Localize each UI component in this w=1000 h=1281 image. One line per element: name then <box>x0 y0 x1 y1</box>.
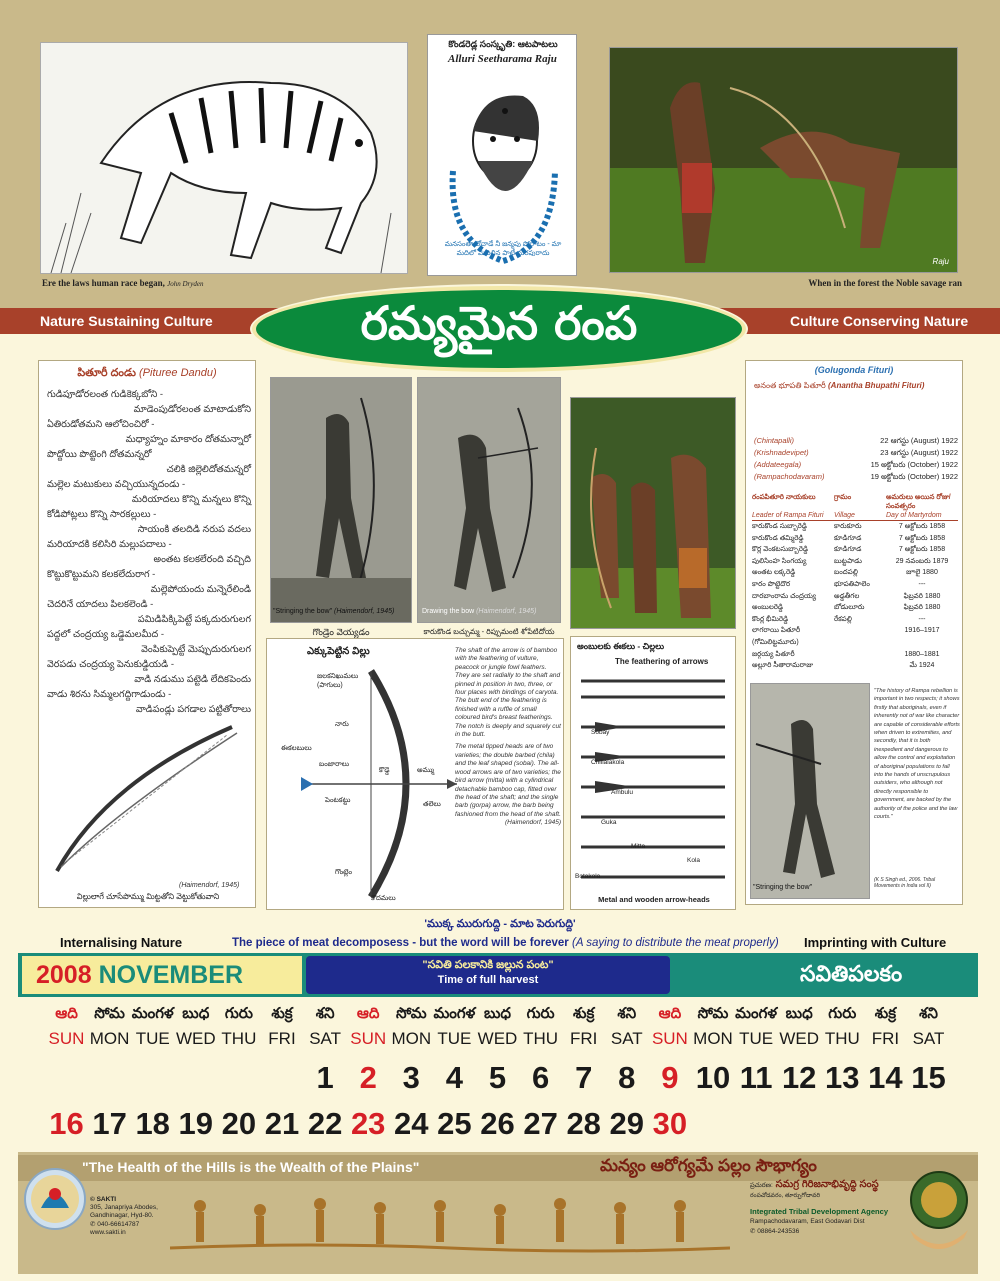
poem-line: మల్లెపోయందు మన్నెరేలిండి <box>150 584 251 595</box>
festival-telugu: "సవితి పలకానికి జల్లున పంట" <box>422 959 554 971</box>
tiger-drawing <box>41 43 408 274</box>
weekday-telugu: శని <box>919 1005 938 1022</box>
calendar-day[interactable]: 18 <box>135 1106 170 1141</box>
table-cell: కూడిగూడ <box>834 534 862 542</box>
stringing-photo <box>270 377 412 623</box>
calendar-day[interactable]: 27 <box>523 1106 558 1141</box>
group-figures <box>571 398 736 629</box>
poem-line: మరియాదలు కొన్ని మన్నలు కొన్ని <box>131 494 251 505</box>
footer-slogan-te: మన్యం ఆరోగ్యమే పల్లం సౌభాగ్యం <box>600 1156 817 1175</box>
poem-line: పమిడిపిక్కిపెట్టే పక్కదురుగులగ <box>137 614 251 625</box>
drawing-photo <box>417 377 561 623</box>
weekday-english: WED <box>477 1029 518 1048</box>
table-cell <box>834 637 886 649</box>
arrow-name: Kola <box>687 857 701 864</box>
table-body <box>752 521 958 672</box>
calendar-day[interactable]: 17 <box>92 1106 127 1141</box>
bow-label: ఈకలబులు <box>281 745 312 752</box>
table-cell: జర్గయ్య పితూరీ <box>752 650 795 658</box>
calendar-day[interactable]: 12 <box>781 1060 817 1095</box>
arrowheads-drawing <box>575 667 733 895</box>
portrait-header: కొండరెడ్ల సంస్కృతి: ఆటపాటలు <box>448 39 558 49</box>
weekday-english: SAT <box>610 1029 643 1048</box>
tiger-sketch <box>40 42 408 274</box>
weekday-english: SUN <box>48 1029 85 1048</box>
poem-line: అంతట కలకలేరంది వచ్చిది <box>153 554 251 565</box>
left-panel-bottom-caption: విల్లులాగే చూసేపొమ్ము మిట్టతోని వెట్టుకోతువాని <box>76 892 220 901</box>
hunt-caption: When in the forest the Noble savage ran <box>808 278 962 288</box>
poem-line: గుడిపూడోరలంత గుడికెక్కబోని - <box>47 389 164 400</box>
bow-label: అమ్ము <box>417 767 435 774</box>
weekday-telugu: మంగళ <box>735 1005 778 1022</box>
festival-english: Time of full harvest <box>437 974 539 986</box>
calendar-month-box <box>22 956 302 994</box>
weekday-telugu: ఆది <box>356 1005 380 1022</box>
weekday-telugu: శుక్ర <box>573 1005 595 1022</box>
banner-left-label: Nature Sustaining Culture <box>40 313 213 329</box>
itda-logo <box>904 1168 974 1256</box>
left-panel-credit: (Haimendorf, 1945) <box>179 882 240 889</box>
arrow-name: Chillalakola <box>591 759 625 766</box>
poem-line: చెదరినే యాదలు పిలకలెండి - <box>47 599 154 610</box>
table-cell: 1916–1917 <box>904 627 940 635</box>
table-cell: --- <box>918 580 926 588</box>
table-cell: (గోమిలిట్టమూరు) <box>752 638 799 646</box>
table-cell: కొంర్ల భీమిరెడ్డి <box>752 615 789 623</box>
weekday-telugu: సోమ <box>395 1005 427 1022</box>
calendar-day[interactable]: 30 <box>652 1106 688 1141</box>
table-cell <box>834 649 886 661</box>
bow-label: పెంటకట్టు <box>325 797 351 804</box>
table-row <box>752 567 958 579</box>
bow-label: తలెలు <box>423 801 441 808</box>
calendar-day[interactable]: 14 <box>868 1060 903 1095</box>
calendar-day[interactable]: 3 <box>402 1060 420 1095</box>
table-cell: అల్లూరి సీతారామరాజు <box>752 662 813 670</box>
banner-title: రమ్యమైన రంప <box>360 296 638 350</box>
table-cell <box>886 637 958 649</box>
weekday-telugu: ఆది <box>658 1005 682 1022</box>
table-cell: కొర్ల వెంకటసుబ్బారెడ్డి <box>752 546 809 554</box>
footer-slogan-en: "The Health of the Hills is the Wealth of the Plains" <box>82 1159 420 1175</box>
calendar-day[interactable]: 15 <box>911 1060 946 1095</box>
bow-text-para-1: The shaft of the arrow is of bamboo with the feathering of vulture, peacock or jungle fowl feathers. They are set radially to the shaft and pinned in position in two, three, or four places with bindings of caryota. The butt end of the feathering is finished with a ruffle of small coloured bird's breast featherings. The notch is deeply and squarely cut in the butt. <box>455 647 561 739</box>
bow-drawing <box>271 661 457 905</box>
weekday-english: THU <box>824 1029 860 1048</box>
poem-line: మల్లెల మటుకులు వచ్చియున్నదండు - <box>47 479 186 490</box>
table-cell: కారుకూరు <box>834 523 862 530</box>
calendar-year: 2008 <box>36 960 92 989</box>
calendar-day[interactable]: 16 <box>49 1106 84 1141</box>
right-photo-caption: "Stringing the bow" <box>753 884 813 891</box>
table-cell: జూలై 1880 <box>906 569 938 577</box>
banner-title-oval <box>252 286 746 372</box>
right-panel-photo <box>750 683 870 899</box>
drawing-caption: Drawing the bow (Haimendorf, 1945) <box>422 608 537 615</box>
day-grid <box>0 1060 1000 1150</box>
table-row <box>752 591 958 603</box>
date-row: (Chintapalli) 22 ఆగస్టు (August) 1922 <box>754 436 958 445</box>
calendar-day[interactable]: 7 <box>575 1060 593 1095</box>
calendar-day[interactable]: 10 <box>695 1060 731 1095</box>
hunt-scene <box>610 48 958 273</box>
poem-line: మాడెంపుడోరలంత మాటాడుకోని <box>133 404 251 415</box>
table-cell: బందపల్లి <box>834 569 858 577</box>
calendar-day[interactable]: 26 <box>480 1106 515 1141</box>
table-cell: రేకపల్లి <box>834 615 852 623</box>
weekday-telugu: శుక్ర <box>271 1005 293 1022</box>
calendar-day[interactable]: 24 <box>394 1106 429 1141</box>
weekday-english: TUE <box>135 1029 170 1048</box>
itda-logo-icon <box>904 1168 974 1256</box>
itda-telugu: ప్రచురణ: సమగ్ర గిరిజనాభివృద్ధి సంస్థ <box>750 1179 879 1190</box>
poem-line: కోడిపోట్లలు కొన్ని సారకల్లులు - <box>47 509 157 520</box>
table-cell <box>834 660 886 672</box>
weekday-english: FRI <box>569 1029 598 1048</box>
poem-line: వాడి నడుము పట్టెడి లేదికపెందు <box>134 674 251 685</box>
calendar-day[interactable]: 2 <box>359 1060 377 1095</box>
table-cell: మే 1924 <box>909 662 935 670</box>
tribal-dance-frieze <box>170 1186 730 1264</box>
table-row <box>752 625 958 637</box>
drawing-figure <box>418 378 561 623</box>
calendar-day[interactable]: 25 <box>437 1106 472 1141</box>
bow-diagram <box>266 638 564 910</box>
stringing-figure <box>271 378 412 623</box>
itda-name: Integrated Tribal Development Agency <box>750 1207 889 1216</box>
table-cell: కారం పొట్టెదొర <box>752 580 791 588</box>
table-cell: కారుకొండ సుబ్బారెడ్డి <box>752 523 807 530</box>
weekday-english: WED <box>779 1029 820 1048</box>
bow-label: బంజారాలు <box>319 761 350 768</box>
sakti-web: www.sakti.in <box>90 1228 126 1236</box>
bow-text <box>455 647 561 828</box>
sakti-name: © SAKTI <box>90 1196 117 1203</box>
right-panel-quote: "The history of Rampa rebellion is important in two respects; it shows firstly that aboriginals, even if inherently not of war like character are capable of considerable efforts when driven to extremities, and secondly, that it is both inexpedient and dangerous to allow the control and exploitation of aboriginal populations to fall into the hands of unscrupulous outsiders, who although not directly responsible to government, are backed by the authority of the police and the law courts." <box>874 688 960 821</box>
itda-place: Rampachodavaram, East Godavari Dist <box>750 1218 865 1225</box>
table-row <box>752 660 958 672</box>
left-panel-title: పితూరీ దండు (Pituree Dandu) <box>77 367 217 379</box>
calendar-day[interactable]: 9 <box>661 1060 679 1095</box>
table-row <box>752 579 958 591</box>
table-cell: బోడులూరు <box>834 604 865 612</box>
table-cell: 7 అక్టోబరు 1858 <box>898 534 946 542</box>
weekday-telugu: సోమ <box>94 1005 125 1022</box>
table-row <box>752 521 958 533</box>
right-photo-figure <box>751 684 870 899</box>
poem-line: పొద్దోయి పొట్టెంగి దోతమన్నరో <box>47 449 152 460</box>
weekday-english: THU <box>523 1029 559 1048</box>
table-row <box>752 556 958 568</box>
table-cell: అంబులరెడ్డి <box>752 604 784 612</box>
weekday-telugu: శుక్ర <box>874 1005 897 1022</box>
internalising-label: Internalising Nature <box>60 935 183 950</box>
tiger-caption: Ere the laws human race began, John Dryden <box>42 278 204 288</box>
group-photo <box>570 397 736 629</box>
poem-line: పద్దలో చంద్రయ్య ఒడ్డెమలమీద - <box>47 629 165 640</box>
table-cell: భూపతిపాలెం <box>834 580 870 588</box>
arrowheads-bottom: Metal and wooden arrow-heads <box>598 895 710 904</box>
right-panel-subheader: అనంత భూపతి పితూరీ (Anantha Bhupathi Fituri) <box>754 381 925 390</box>
portrait-card <box>427 34 577 276</box>
poem-line: వాడు శిరను సిమ్మలగద్దిగాడుండు - <box>47 689 172 700</box>
festival-box <box>306 956 670 994</box>
stringing-caption: "Stringing the bow" (Haimendorf, 1945) <box>273 608 395 615</box>
arrow-name: Guka <box>601 819 617 826</box>
calendar-day[interactable]: 8 <box>618 1060 636 1095</box>
hunt-credit: Raju <box>932 257 949 266</box>
calendar-right-title: సవితిపలకం <box>800 961 903 986</box>
calendar-day[interactable]: 23 <box>350 1106 386 1141</box>
weekday-english: MON <box>693 1029 733 1048</box>
table-cell: పులిసింహ సింగయ్య <box>752 557 807 565</box>
table-cell: ఫిబ్రవరి 1880 <box>903 592 941 600</box>
martyr-table <box>752 493 958 672</box>
portrait-arc-text: మనసంతా దోచాడే నీ జన్మపు పోరాటం - మా మదిలో మెదిలిన పాటే మరపురాదు <box>444 241 562 257</box>
calendar-month: NOVEMBER <box>98 960 244 989</box>
poem-line: చలికి జిల్లెలిదోతమన్నరో <box>166 464 251 475</box>
weekday-telugu: గురు <box>224 1005 253 1022</box>
weekday-english: TUE <box>739 1029 774 1048</box>
bow-title: ఎక్కుపెట్టిన విల్లు <box>307 646 370 657</box>
stringing-telugu: గొండ్రెం వెయ్యడం <box>312 627 370 637</box>
bow-label: కొదమలు <box>371 895 396 902</box>
itda-place-telugu: రంపచోడవరం, తూర్పుగోదావరి <box>750 1193 821 1199</box>
poem-line: మరియాదకి కలిసిరి మల్లుపదాలు - <box>47 539 172 550</box>
weekday-telugu: ఆది <box>55 1005 78 1022</box>
table-cell: --- <box>918 615 926 623</box>
bow-label: గొంట్లెం <box>335 869 353 876</box>
calendar-day[interactable]: 5 <box>488 1060 507 1095</box>
sakti-phone: ✆ 040-66614787 <box>90 1220 140 1228</box>
weekday-english: SUN <box>651 1029 688 1048</box>
calendar-day[interactable]: 29 <box>609 1106 645 1141</box>
weekday-telugu: బుధ <box>785 1005 813 1022</box>
calendar-day[interactable]: 22 <box>307 1106 343 1141</box>
table-cell: 1880–1881 <box>904 650 940 658</box>
weekday-english: SUN <box>350 1029 387 1048</box>
calendar-day[interactable]: 28 <box>566 1106 601 1141</box>
calendar-day[interactable]: 20 <box>221 1106 257 1141</box>
poem-line: వాడిపండ్లు పగడాల పట్టితోరాలు <box>135 704 251 715</box>
itda-block <box>750 1180 900 1237</box>
weekday-english: SAT <box>309 1029 341 1048</box>
poem-line: మధ్యాహ్నం మాకారం దోతమన్నారో <box>125 434 251 445</box>
calendar-day[interactable]: 6 <box>531 1060 550 1095</box>
table-cell <box>834 625 886 637</box>
table-row <box>752 544 958 556</box>
calendar-day[interactable]: 1 <box>316 1060 334 1095</box>
right-panel-header: (Golugonda Fituri) <box>814 365 894 375</box>
weekday-telugu: శని <box>617 1005 637 1022</box>
table-cell: 7 అక్టోబరు 1858 <box>898 523 946 530</box>
arrow-name: Mitta <box>631 843 646 850</box>
arrow-name: Botakola <box>575 873 601 880</box>
bow-label: జలకనిఖుమలు (పాగులు) <box>317 673 359 689</box>
table-row <box>752 637 958 649</box>
sakti-addr1: 305, Janapriya Abodes, <box>90 1204 158 1212</box>
weekday-telugu: గురు <box>828 1005 857 1022</box>
weekday-telugu: మంగళ <box>433 1005 476 1022</box>
poem-line: వెంపికుప్పెట్టే మెప్పుదురుగులగ <box>141 644 251 655</box>
arrowheads-sub: The feathering of arrows <box>615 657 709 666</box>
arrowheads-panel <box>570 636 736 910</box>
weekday-english: FRI <box>871 1029 900 1048</box>
table-cell: దారబాంరామ చంద్రయ్య <box>752 592 817 600</box>
bow-text-para-2: The metal tipped heads are of two varieties; the double barbed (chila) and the leaf shaped (sobai). The all-wood arrows are of two varieties; the bird arrow (mitta) with a cylindrical detachable bamboo cap, fitted over the head of the shaft; and the single barb (gorpa) arrow, the barb being fashioned from the head of the shaft. <box>455 743 561 818</box>
arrowheads-title: అంబులకు ఈకలు - చిల్లలు <box>577 641 665 651</box>
table-cell: 7 అక్టోబరు 1858 <box>898 546 946 554</box>
weekday-telugu: మంగళ <box>131 1005 174 1022</box>
table-cell: లాగరాయి పితూరీ <box>752 627 801 635</box>
saying-telugu: 'ముక్క మురుగుద్ది - మాట పెరుగుద్ది' <box>424 918 576 930</box>
weekday-english: SAT <box>912 1029 945 1048</box>
date-row: (Rampachodavaram) 19 అక్టోబరు (October) 1922 <box>754 472 958 481</box>
arrow-name: Sobay <box>591 729 610 736</box>
weekday-english: MON <box>391 1029 432 1048</box>
table-cell: కారుకొండ తమ్మిరెడ్డి <box>752 534 804 542</box>
saying-english: The piece of meat decomposess - but the word will be forever (A saying to distribute the meat properly) <box>232 937 779 949</box>
table-cell: అంతట లక్కరెడ్డి <box>752 569 796 577</box>
bow-label: కొడ్డె <box>379 767 390 774</box>
weekday-row <box>0 1005 1000 1055</box>
banner-right-label: Culture Conserving Nature <box>790 313 969 329</box>
bow-label: నారు <box>335 721 349 728</box>
right-panel-quote-credit: (K S Singh ed., 2006. Tribal Movements in India vol II) <box>874 877 936 889</box>
sakti-logo-icon <box>26 1170 84 1228</box>
calendar-day[interactable]: 4 <box>445 1060 464 1095</box>
table-header: రంపపితూరి నాయకులు గ్రామం అమరులు అయిన రోజు/సంవత్సరం Leader of Rampa Fituri Village Day of Martyrdom <box>752 493 958 521</box>
table-row <box>752 533 958 545</box>
table-row <box>752 602 958 614</box>
date-row: (Addateegala) 15 అక్టోబరు (October) 1922 <box>754 460 958 469</box>
bow-text-credit: (Haimendorf, 1945) <box>505 819 561 827</box>
table-cell: 29 నవంబరు 1879 <box>895 557 949 565</box>
table-row <box>752 649 958 661</box>
poem-line: కొట్టుకొట్టుమని కలకలేదురాగ - <box>47 569 156 580</box>
weekday-telugu: బుధ <box>483 1005 512 1022</box>
poem-line: ఏతిరుడోతమని ఆలోచించిరో - <box>47 419 155 430</box>
weekday-telugu: సోమ <box>697 1005 729 1022</box>
weekday-english: MON <box>89 1029 130 1048</box>
calendar-day[interactable]: 21 <box>264 1106 300 1141</box>
poem-line: సాయంకి తలదిడి నరుప వదలు <box>137 524 251 535</box>
left-panel <box>38 360 256 908</box>
hunt-photo <box>609 47 958 273</box>
right-panel <box>745 360 963 905</box>
calendar-day[interactable]: 13 <box>825 1060 860 1095</box>
table-cell: అడ్డతీగల <box>834 592 860 600</box>
sakti-addr2: Gandhinagar, Hyd-80. <box>90 1212 154 1220</box>
sakti-contact <box>90 1196 158 1237</box>
table-cell: ఫిబ్రవరి 1880 <box>903 604 941 612</box>
portrait-signature: Alluri Seetharama Raju <box>448 53 557 65</box>
sakti-logo <box>24 1168 86 1230</box>
arrow-name: Ambulu <box>611 789 634 796</box>
weekday-telugu: గురు <box>526 1005 555 1022</box>
imprinting-label: Imprinting with Culture <box>804 935 947 950</box>
drawing-telugu: కారుకొండ బచ్చుమ్మ - రిప్పుమంటి శోపేటిదోయ <box>423 627 555 636</box>
calendar-day[interactable]: 19 <box>178 1106 214 1141</box>
table-cell: కూడిగూడ <box>834 546 862 554</box>
weekday-english: WED <box>175 1029 216 1048</box>
table-row <box>752 614 958 626</box>
weekday-english: THU <box>221 1029 257 1048</box>
weekday-english: TUE <box>437 1029 472 1048</box>
bow-sketch <box>47 721 249 881</box>
date-row: (Krishnadevipet) 23 ఆగస్టు (August) 1922 <box>754 448 958 457</box>
weekday-telugu: బుధ <box>182 1005 210 1022</box>
calendar-day[interactable]: 11 <box>739 1060 773 1095</box>
poem-line: వెరపడు చంద్రయ్య పెనుకుడ్డియడి - <box>47 659 174 670</box>
left-panel-poem <box>47 387 251 717</box>
itda-phone: ✆ 08864-243536 <box>750 1228 800 1235</box>
weekday-telugu: శని <box>315 1005 335 1022</box>
fituri-dates <box>754 435 958 483</box>
weekday-english: FRI <box>268 1029 296 1048</box>
table-cell: బుట్టపాడు <box>834 557 862 565</box>
